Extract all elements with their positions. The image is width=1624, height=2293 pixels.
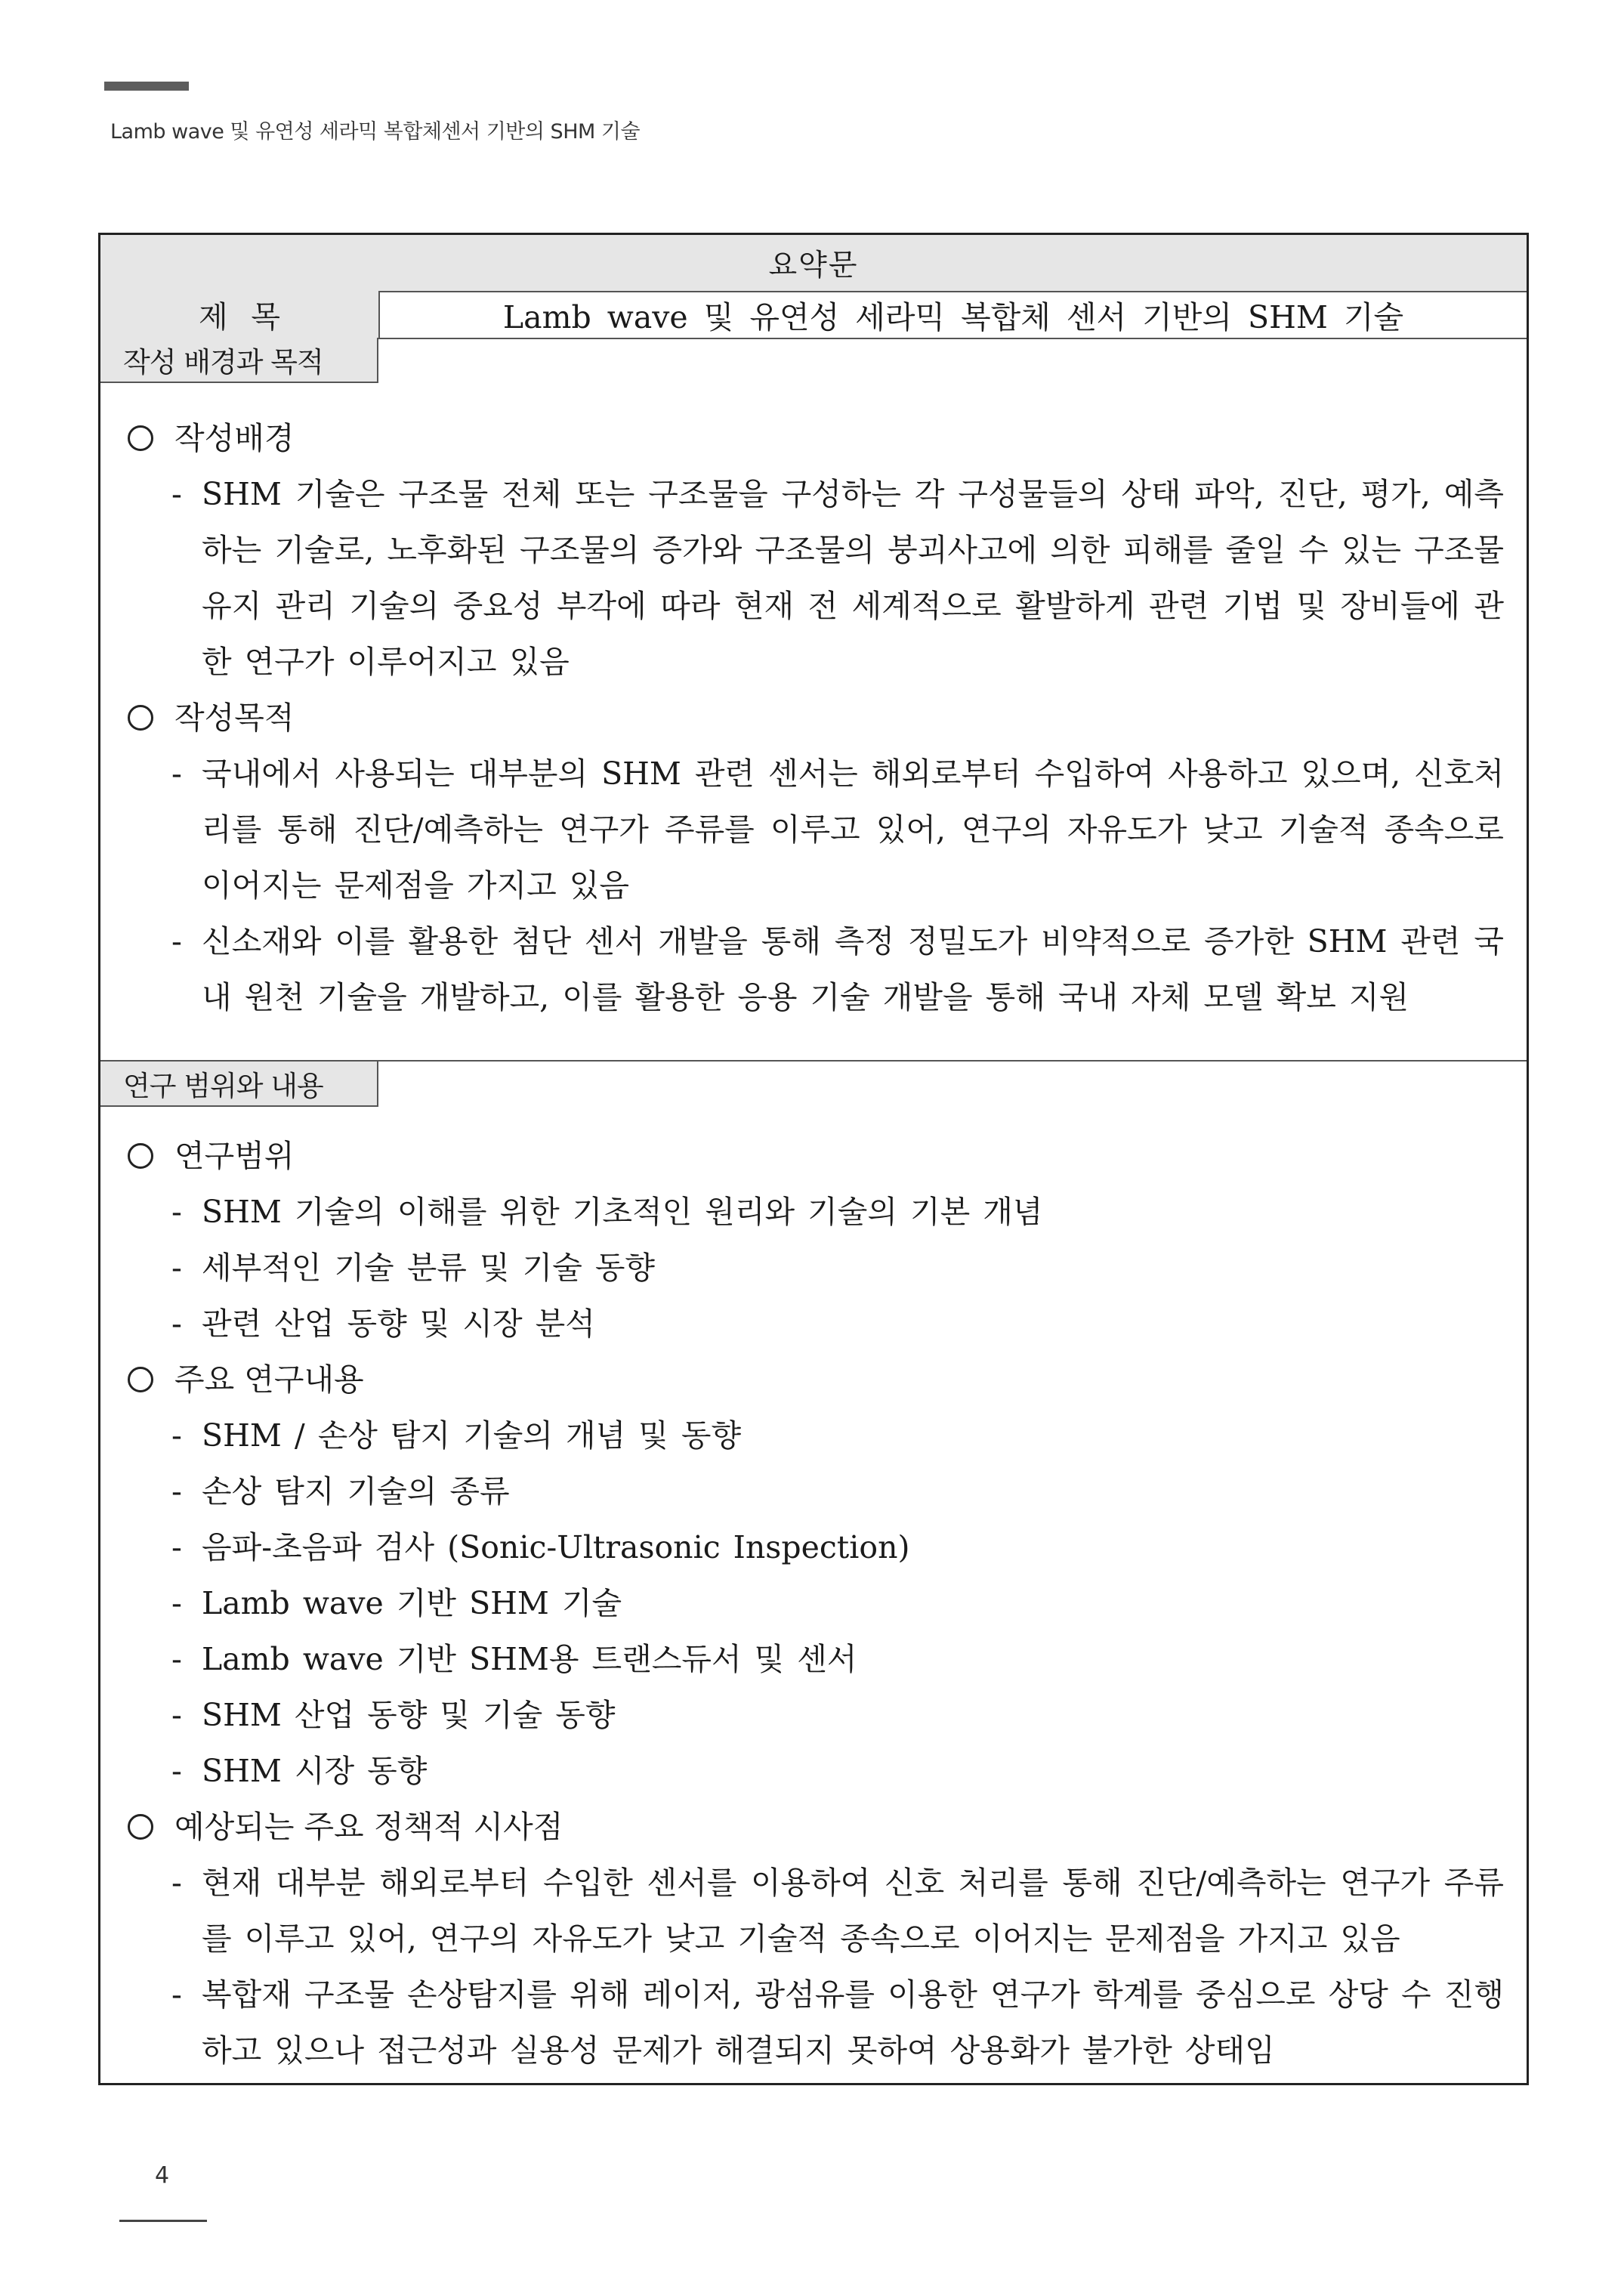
dash-bullet: - xyxy=(171,1976,182,2013)
list-item-text: 복합재 구조물 손상탐지를 위해 레이저, 광섬유를 이용한 연구가 학계를 중심으로 상당 수 진행하고 있으나 접근성과 실용성 문제가 해결되지 못하여 상용화가 불가한 상태임 xyxy=(202,1976,1504,2069)
dash-bullet: - xyxy=(171,923,182,960)
dash-bullet: - xyxy=(171,756,182,792)
list-item-text: SHM 시장 동향 xyxy=(202,1753,428,1789)
list-item-text: 손상 탐지 기술의 종류 xyxy=(202,1473,510,1510)
group-heading-text: 예상되는 주요 정책적 시사점 xyxy=(174,1809,563,1845)
dash-bullet: - xyxy=(171,1529,182,1565)
list-item-text: 현재 대부분 해외로부터 수입한 센서를 이용하여 신호 처리를 통해 진단/예측하는 연구가 주류를 이루고 있어, 연구의 자유도가 낮고 기술적 종속으로 이어지는 문제점을 가지고 있음 xyxy=(202,1865,1504,1957)
group-heading-text: 연구범위 xyxy=(174,1138,295,1174)
list-item xyxy=(128,1519,1504,1575)
list-item xyxy=(128,1575,1504,1631)
list-item xyxy=(128,1463,1504,1519)
dash-bullet: - xyxy=(171,1194,182,1230)
list-item xyxy=(128,1855,1504,1967)
page-number: 4 xyxy=(155,2162,170,2189)
list-item xyxy=(128,1967,1504,2078)
list-item-text: SHM / 손상 탐지 기술의 개념 및 동향 xyxy=(202,1417,742,1454)
group-heading-text: 작성배경 xyxy=(174,420,295,456)
footer-rule xyxy=(119,2220,207,2222)
group-heading xyxy=(128,410,1504,466)
dash-bullet: - xyxy=(171,1753,182,1789)
list-item xyxy=(128,466,1504,690)
summary-box-title: 요약문 xyxy=(100,235,1527,292)
circle-bullet-icon xyxy=(128,1143,153,1169)
dash-bullet: - xyxy=(171,1865,182,1901)
group-heading xyxy=(128,1128,1504,1184)
section-tag-background: 작성 배경과 목적 xyxy=(100,338,378,383)
header-rule xyxy=(104,82,189,91)
list-item-text: SHM 기술은 구조물 전체 또는 구조물을 구성하는 각 구성물들의 상태 파악, 진단, 평가, 예측하는 기술로, 노후화된 구조물의 증가와 구조물의 붕괴사고에 의한 피해를 줄일 수 있는 구조물 유지 관리 기술의 중요성 부각에 따라 현재 전 세계적으로 활발하게 관련 기법 및 장비들에 관한 연구가 이루어지고 있음 xyxy=(202,476,1504,680)
dash-bullet: - xyxy=(171,1473,182,1510)
circle-bullet-icon xyxy=(128,425,153,451)
title-label: 제 목 xyxy=(100,291,380,338)
group-heading-text: 주요 연구내용 xyxy=(174,1361,364,1398)
section-tag-scope: 연구 범위와 내용 xyxy=(100,1060,378,1107)
list-item xyxy=(128,1687,1504,1743)
list-item xyxy=(128,913,1504,1025)
running-header: Lamb wave 및 유연성 세라믹 복합체센서 기반의 SHM 기술 xyxy=(110,120,641,144)
group-heading-text: 작성목적 xyxy=(174,700,295,736)
list-item-text: 세부적인 기술 분류 및 기술 동향 xyxy=(202,1250,656,1286)
group-heading xyxy=(128,1352,1504,1408)
group-heading xyxy=(128,1799,1504,1855)
list-item-text: 음파-초음파 검사 (Sonic-Ultrasonic Inspection) xyxy=(202,1529,910,1565)
group-heading xyxy=(128,690,1504,746)
circle-bullet-icon xyxy=(128,1814,153,1840)
section-background-content xyxy=(128,410,1504,1025)
title-row xyxy=(100,291,1527,339)
list-item xyxy=(128,1296,1504,1352)
list-item-text: SHM 기술의 이해를 위한 기초적인 원리와 기술의 기본 개념 xyxy=(202,1194,1043,1230)
dash-bullet: - xyxy=(171,1585,182,1621)
dash-bullet: - xyxy=(171,1697,182,1733)
list-item xyxy=(128,1184,1504,1240)
list-item xyxy=(128,1743,1504,1799)
list-item-text: 관련 산업 동향 및 시장 분석 xyxy=(202,1306,595,1342)
dash-bullet: - xyxy=(171,1306,182,1342)
dash-bullet: - xyxy=(171,1417,182,1454)
list-item xyxy=(128,1240,1504,1296)
section-scope-content xyxy=(128,1128,1504,2078)
list-item-text: Lamb wave 기반 SHM용 트랜스듀서 및 센서 xyxy=(202,1641,857,1677)
list-item xyxy=(128,746,1504,913)
list-item-text: 국내에서 사용되는 대부분의 SHM 관련 센서는 해외로부터 수입하여 사용하고 있으며, 신호처리를 통해 진단/예측하는 연구가 주류를 이루고 있어, 연구의 자유도가 낮고 기술적 종속으로 이어지는 문제점을 가지고 있음 xyxy=(202,756,1504,904)
circle-bullet-icon xyxy=(128,705,153,731)
dash-bullet: - xyxy=(171,1641,182,1677)
list-item xyxy=(128,1408,1504,1463)
list-item-text: SHM 산업 동향 및 기술 동향 xyxy=(202,1697,616,1733)
summary-box xyxy=(98,233,1529,2085)
list-item-text: Lamb wave 기반 SHM 기술 xyxy=(202,1585,622,1621)
circle-bullet-icon xyxy=(128,1367,153,1392)
dash-bullet: - xyxy=(171,1250,182,1286)
list-item xyxy=(128,1631,1504,1687)
list-item-text: 신소재와 이를 활용한 첨단 센서 개발을 통해 측정 정밀도가 비약적으로 증가한 SHM 관련 국내 원천 기술을 개발하고, 이를 활용한 응용 기술 개발을 통해 국내 자체 모델 확보 지원 xyxy=(202,923,1504,1015)
report-title: Lamb wave 및 유연성 세라믹 복합체 센서 기반의 SHM 기술 xyxy=(502,298,1404,335)
dash-bullet: - xyxy=(171,476,182,512)
